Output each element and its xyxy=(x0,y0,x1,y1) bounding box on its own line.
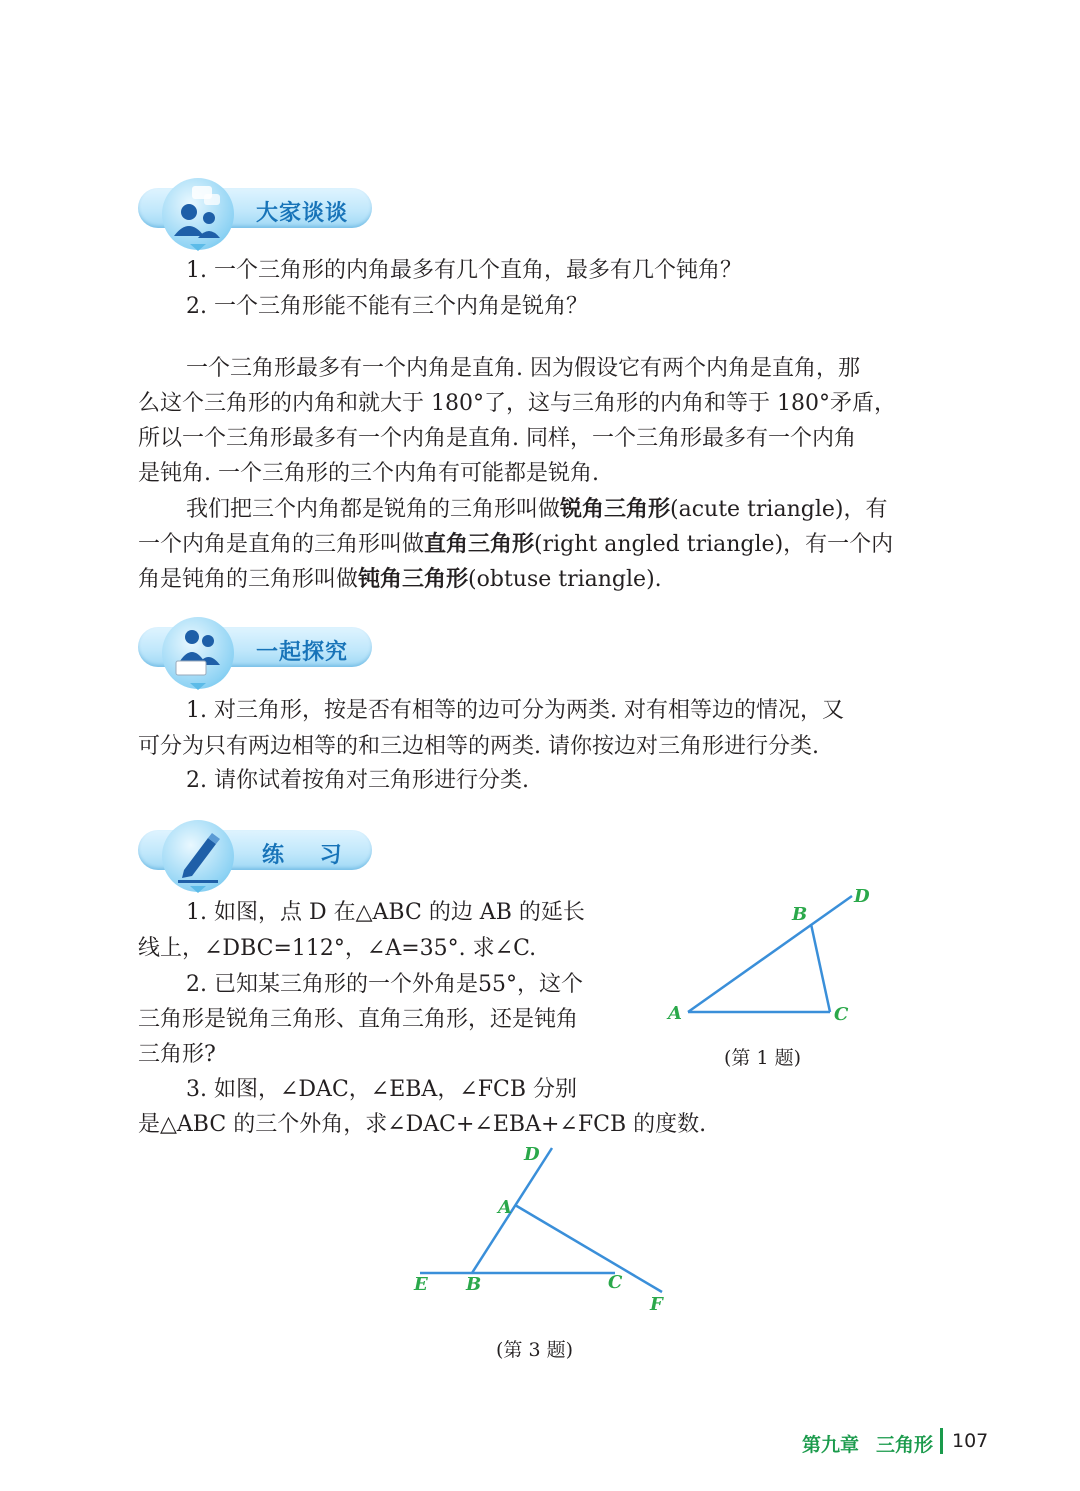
label-C: C xyxy=(608,1272,623,1293)
label-F: F xyxy=(650,1294,663,1315)
exercise-3a: 3. 如图，∠DAC，∠EBA，∠FCB 分别 xyxy=(186,1077,578,1102)
explanation-line-3: 所以一个三角形最多有一个内角是直角. 同样，一个三角形最多有一个内角 xyxy=(138,426,856,451)
explore-item-1b: 可分为只有两边相等的和三边相等的两类. 请你按边对三角形进行分类. xyxy=(138,734,819,759)
exercise-1a: 1. 如图，点 D 在△ABC 的边 AB 的延长 xyxy=(186,900,585,925)
segment-BD xyxy=(472,1148,552,1273)
label-E: E xyxy=(414,1274,428,1295)
definition-text: (obtuse triangle). xyxy=(468,567,662,592)
exercise-2a: 2. 已知某三角形的一个外角是55°，这个 xyxy=(186,972,583,997)
segment-BC xyxy=(811,924,830,1012)
footer-divider xyxy=(940,1428,943,1454)
discuss-question-2: 2. 一个三角形能不能有三个内角是锐角？ xyxy=(186,294,588,319)
banner-notch xyxy=(190,244,206,251)
banner-notch xyxy=(190,886,206,893)
people-icon xyxy=(162,178,234,250)
exercise-3b: 是△ABC 的三个外角，求∠DAC+∠EBA+∠FCB 的度数. xyxy=(138,1112,707,1137)
group-laptop-icon xyxy=(162,617,234,689)
exercise-2b: 三角形是锐角三角形、直角三角形，还是钝角 xyxy=(138,1007,579,1032)
figure-3-diagram xyxy=(400,1140,690,1320)
definition-line-2 xyxy=(138,527,944,562)
exercise-1b: 线上，∠DBC=112°，∠A=35°. 求∠C. xyxy=(138,936,537,961)
exercise-2c: 三角形? xyxy=(138,1042,216,1067)
discuss-title: 大家谈谈 xyxy=(256,201,349,226)
segment-AF xyxy=(515,1205,662,1292)
explanation-line-1: 一个三角形最多有一个内角是直角. 因为假设它有两个内角是直角，那 xyxy=(186,356,860,381)
practice-banner xyxy=(138,820,372,880)
definition-text: 角是钝角的三角形叫做 xyxy=(138,567,359,592)
label-D: D xyxy=(854,886,870,907)
term-acute: 锐角三角形 xyxy=(560,496,671,522)
term-right: 直角三角形 xyxy=(424,531,535,557)
discuss-banner xyxy=(138,178,372,238)
definition-line-3 xyxy=(138,562,944,597)
pencil-icon xyxy=(162,820,234,892)
page-number: 107 xyxy=(952,1430,989,1452)
definition-text: 一个内角是直角的三角形叫做 xyxy=(138,532,425,557)
definition-text: (right angled triangle)，有一个内 xyxy=(534,532,894,557)
label-A: A xyxy=(668,1003,682,1024)
label-D: D xyxy=(524,1144,540,1165)
explore-item-2: 2. 请你试着按角对三角形进行分类. xyxy=(186,768,529,793)
explore-banner xyxy=(138,617,372,677)
figure-1-caption: (第 1 题) xyxy=(724,1047,801,1069)
practice-title: 练 习 xyxy=(262,843,356,868)
explanation-line-4: 是钝角. 一个三角形的三个内角有可能都是锐角. xyxy=(138,461,599,486)
explore-item-1a: 1. 对三角形，按是否有相等的边可分为两类. 对有相等边的情况，又 xyxy=(186,698,844,723)
label-B: B xyxy=(792,904,808,925)
banner-notch xyxy=(190,683,206,690)
definition-line-1 xyxy=(186,492,992,527)
term-obtuse: 钝角三角形 xyxy=(358,566,469,592)
label-B: B xyxy=(466,1274,482,1295)
discuss-question-1: 1. 一个三角形的内角最多有几个直角，最多有几个钝角？ xyxy=(186,258,742,283)
footer-chapter: 第九章 xyxy=(802,1434,860,1456)
label-C: C xyxy=(834,1004,849,1025)
footer-chapter-title: 三角形 xyxy=(876,1434,934,1456)
explore-title: 一起探究 xyxy=(256,640,349,665)
definition-text: 我们把三个内角都是锐角的三角形叫做 xyxy=(186,497,561,522)
label-A: A xyxy=(498,1197,512,1218)
explanation-line-2: 么这个三角形的内角和就大于 180°了，这与三角形的内角和等于 180°矛盾， xyxy=(138,391,896,416)
figure-3-caption: (第 3 题) xyxy=(496,1339,573,1361)
figure-1-diagram xyxy=(660,880,880,1030)
definition-text: (acute triangle)，有 xyxy=(670,497,888,522)
